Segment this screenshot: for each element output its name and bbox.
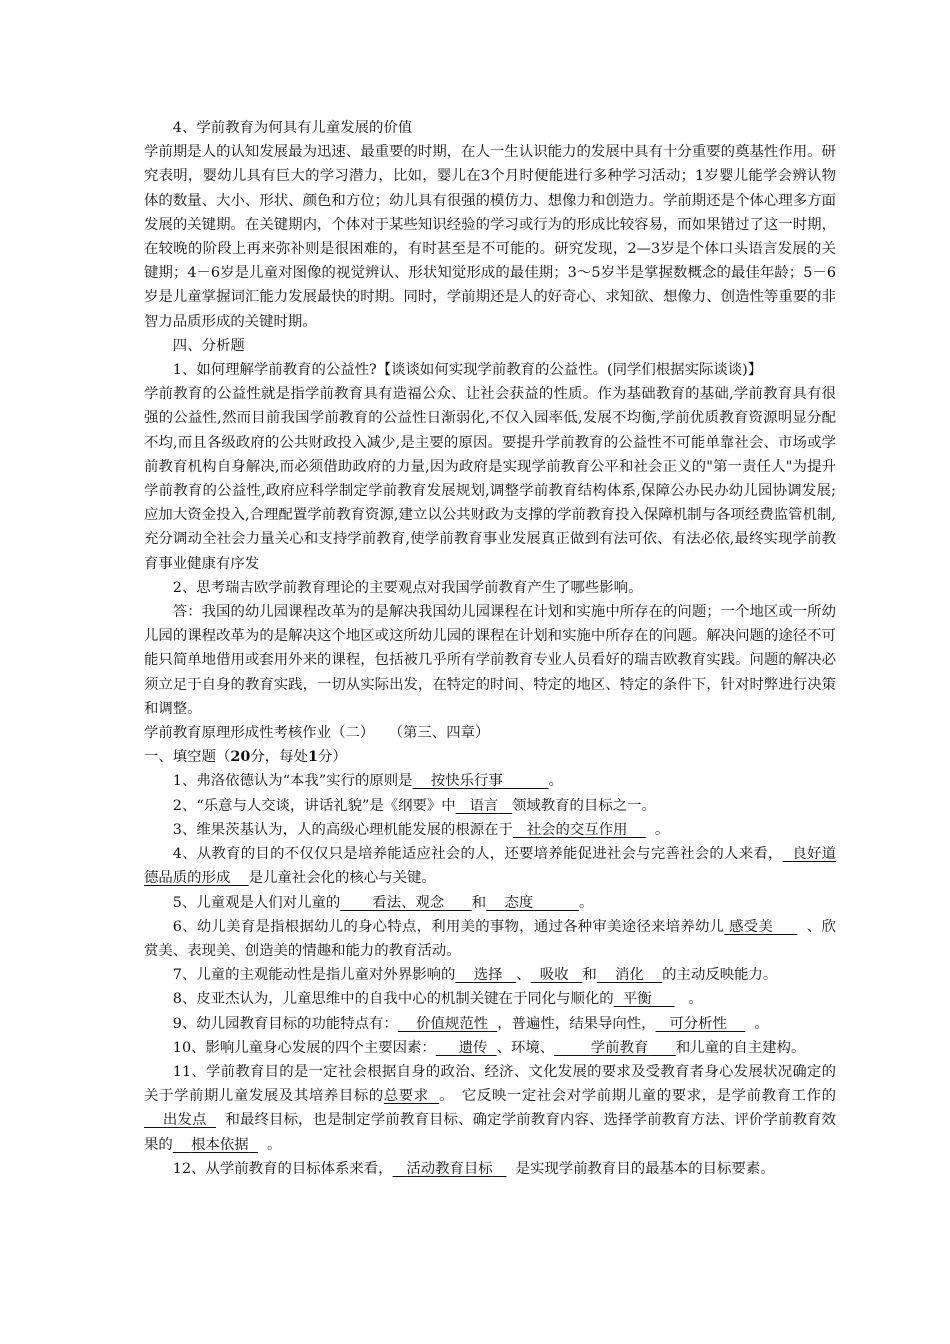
homework-title: 学前教育原理形成性考核作业（二） （第三、四章）	[144, 725, 490, 742]
fill-item-9	[144, 1012, 836, 1036]
fill-1-end: 。	[548, 773, 563, 790]
fill-item-6	[144, 915, 836, 963]
fill-11-mid-1: 。 它反映一定社会对学前期儿童的要求，是学前教育工作的	[439, 1088, 836, 1105]
fill-3-end: 。	[654, 821, 670, 838]
fill-4-answer: 良好道德品质的形成	[144, 846, 836, 887]
fill-7-end: 的主动反映能力。	[662, 967, 778, 984]
fill-7-sep-2: 和	[582, 967, 597, 984]
document-page	[144, 116, 836, 1181]
fill-9-answer-1: 价值规范性	[416, 1015, 489, 1032]
fill-item-1	[144, 769, 836, 793]
question-4-answer: 学前期是人的认知发展最为迅速、最重要的时期，在人一生认识能力的发展中具有十分重要的奠基性作用。研究表明，婴幼儿具有巨大的学习潜力，比如，婴儿在3个月时便能进行多种学习活动；1岁婴儿能学会辨认物体的数量、大小、形状、颜色和方位；幼儿具有很强的模仿力、想像力和创造力。学前期还是个体心理多方面发展的关键期。在关键期内，个体对于某些知识经验的学习或行为的形成比较容易，而如果错过了这一时期，在较晚的阶段上再来弥补则是很困难的，有时甚至是不可能的。研究发现，2—3岁是个体口头语言发展的关键期；4－6岁是儿童对图像的视觉辨认、形状知觉形成的最佳期；3～5岁半是掌握数概念的最佳年龄；5－6岁是儿童掌握词汇能力发展最快的时期。同时，学前期还是人的好奇心、求知欲、想像力、创造性等重要的非智力品质形成的关键时期。	[144, 144, 836, 330]
fill-8-answer: 平衡	[622, 991, 652, 1008]
fill-9-end: 。	[754, 1015, 769, 1032]
fill-heading-score: 20	[230, 748, 251, 766]
fill-item-8	[144, 987, 836, 1011]
fill-9-mid: ，普遍性，结果导向性，	[497, 1015, 656, 1032]
fill-5-answer-1: 看法、观念	[372, 894, 445, 911]
fill-4-text: 4、从教育的目的不仅仅只是培养能适应社会的人，还要培养能促进社会与完善社会的人来看，	[172, 846, 783, 863]
fill-2-end: 领域教育的目标之一。	[511, 797, 656, 814]
fill-heading-pre: 一、填空题（	[144, 749, 231, 766]
fill-12-answer: 活动教育目标	[406, 1160, 493, 1177]
analysis-1-title: 1、如何理解学前教育的公益性?【谈谈如何实现学前教育的公益性。(同学们根据实际谈谈)】	[172, 362, 763, 379]
fill-7-sep-1: 、	[516, 967, 531, 984]
fill-2-text: 2、“乐意与人交谈，讲话礼貌”是《纲要》中	[172, 797, 456, 814]
fill-7-answer-3: 消化	[615, 967, 644, 984]
fill-section-heading	[144, 745, 836, 769]
fill-6-answer: 感受美	[729, 918, 774, 935]
fill-5-end: 。	[578, 894, 594, 911]
fill-7-answer-2: 吸收	[539, 967, 569, 984]
fill-10-mid: 、环境、	[496, 1039, 555, 1056]
section-4-heading: 四、分析题	[172, 337, 245, 354]
fill-heading-post: 分）	[317, 749, 347, 766]
fill-12-end: 是实现学前教育目的最基本的目标要素。	[515, 1160, 775, 1177]
fill-10-answer-1: 遗传	[458, 1039, 488, 1056]
fill-11-mid-2: 和最终目标，也是制定学前教育目标、确定学前教育内容、选择学前教育方法、评价学前教育效果的	[144, 1112, 836, 1153]
fill-heading-mid: 分，每处	[250, 749, 308, 766]
fill-10-text: 10、影响儿童身心发展的四个主要因素：	[172, 1039, 436, 1056]
fill-3-text: 3、维果茨基认为，人的高级心理机能发展的根源在于	[172, 821, 513, 838]
fill-item-3	[144, 818, 836, 842]
fill-heading-each: 1	[307, 748, 318, 766]
fill-11-end: 。	[267, 1136, 282, 1153]
fill-11-answer-2: 出发点	[162, 1112, 207, 1129]
fill-2-answer: 语言	[469, 797, 499, 814]
fill-10-end: 和儿童的自主建构。	[675, 1039, 806, 1056]
analysis-2-answer: 答：我国的幼儿园课程改革为的是解决我国幼儿园课程在计划和实施中所存在的问题；一个地区或一所幼儿园的课程改革为的是解决这个地区或这所幼儿园的课程在计划和实施中所存在的问题。解决问题的途径不可能只简单地借用或套用外来的课程，包括被几乎所有学前教育专业人员看好的瑞吉欧教育实践。问题的解决必须立足于自身的教育实践，一切从实际出发，在特定的时间、特定的地区、特定的条件下，针对时弊进行决策和调整。	[144, 604, 836, 717]
fill-11-answer-3: 根本依据	[191, 1136, 249, 1153]
fill-7-answer-1: 选择	[473, 967, 503, 984]
question-4-title: 4、学前教育为何具有儿童发展的价值	[172, 120, 413, 136]
analysis-1-answer: 学前教育的公益性就是指学前教育具有造福公众、让社会获益的性质。作为基础教育的基础,学前教育具有很强的公益性,然而目前我国学前教育的公益性日渐弱化,不仅入园率低,发展不均衡,学前优质教育资源明显分配不均,而且各级政府的公共财政投入减少,是主要的原因。要提升学前教育的公益性不可能单靠社会、市场或学前教育机构自身解决,而必须借助政府的力量,因为政府是实现学前教育公平和社会正义的"第一责任人"为提升学前教育的公益性,政府应科学制定学前教育发展规划,调整学前教育结构体系,保障公办民办幼儿园协调发展;应加大资金投入,合理配置学前教育资源,建立以公共财政为支撑的学前教育投入保障机制与各项经费监管机制,充分调动全社会力量关心和支持学前教育,使学前教育事业发展真正做到有法可依、有法必依,最终实现学前教育事业健康有序发	[144, 386, 836, 572]
fill-5-mid: 和	[471, 894, 487, 911]
fill-item-4	[144, 842, 836, 890]
fill-7-text: 7、儿童的主观能动性是指儿童对外界影响的	[172, 967, 456, 984]
fill-12-text: 12、从学前教育的目标体系来看，	[172, 1160, 393, 1177]
analysis-2-title: 2、思考瑞吉欧学前教育理论的主要观点对我国学前教育产生了哪些影响。	[172, 579, 643, 596]
fill-4-end: 是儿童社会化的核心与关键。	[248, 870, 436, 887]
fill-item-5	[144, 891, 836, 915]
fill-item-7	[144, 963, 836, 987]
fill-9-text: 9、幼儿园教育目标的功能特点有：	[172, 1015, 398, 1032]
fill-item-11	[144, 1060, 836, 1157]
fill-11-text: 11、学前教育目的是一定社会根据自身的政治、经济、文化发展的要求及受教育者身心发展状况确定的关于学前期儿童发展及其培养目标的	[144, 1063, 836, 1105]
fill-5-answer-2: 态度	[504, 894, 534, 911]
fill-8-text: 8、皮亚杰认为，儿童思维中的自我中心的机制关键在于同化与顺化的	[172, 991, 614, 1008]
fill-9-answer-2: 可分析性	[669, 1015, 727, 1032]
fill-item-10	[144, 1036, 836, 1060]
fill-6-end: 、欣赏美、表现美、创造美的情趣和能力的教育活动。	[144, 918, 836, 959]
fill-1-answer: 按快乐行事	[430, 773, 503, 790]
fill-8-end: 。	[688, 991, 703, 1008]
fill-11-answer-1: 总要求	[383, 1088, 429, 1105]
fill-10-answer-2: 学前教育	[590, 1039, 649, 1056]
fill-5-text: 5、儿童观是人们对儿童的	[172, 894, 341, 911]
fill-item-2	[144, 794, 836, 818]
fill-item-12	[144, 1157, 836, 1181]
fill-6-text: 6、幼儿美育是指根据幼儿的身心特点，利用美的事物，通过各种审美途径来培养幼儿	[172, 918, 725, 935]
fill-3-answer: 社会的交互作用	[526, 821, 628, 838]
fill-1-text: 1、弗洛依德认为“本我”实行的原则是	[172, 773, 413, 790]
